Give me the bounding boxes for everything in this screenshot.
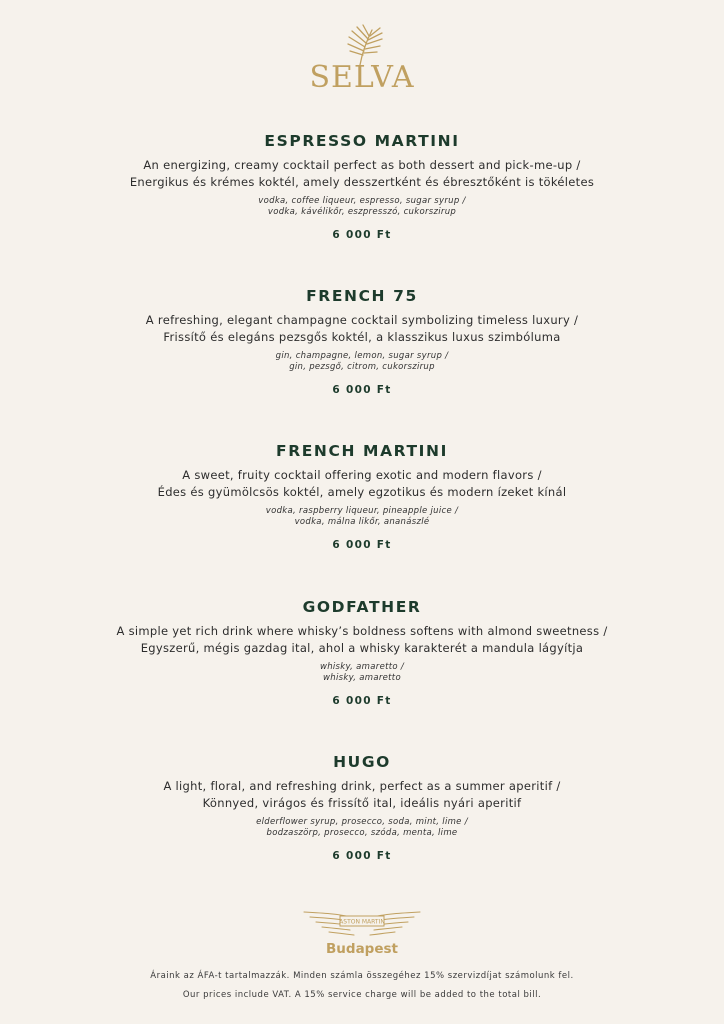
item-ingredients	[0, 817, 724, 839]
menu-item	[0, 441, 724, 552]
description-hu: Könnyed, virágos és frissítő ital, ideális nyári aperitif	[202, 796, 522, 810]
item-price: 6 000 Ft	[332, 229, 392, 241]
ingredients-hu: bodzaszörp, prosecco, szóda, menta, lime	[266, 828, 458, 838]
description-hu: Egyszerű, mégis gazdag ital, ahol a whisky karakterét a mandula lágyítja	[140, 641, 584, 655]
ingredients-hu: vodka, kávélikőr, eszpresszó, cukorszirup	[267, 207, 457, 217]
item-title: ESPRESSO MARTINI	[264, 132, 460, 150]
description-en: A sweet, fruity cocktail offering exotic and modern flavors /	[182, 468, 542, 482]
menu-item	[0, 286, 724, 397]
item-description	[0, 312, 724, 346]
selva-logo	[0, 24, 724, 94]
item-ingredients	[0, 662, 724, 684]
aston-martin-logo	[0, 908, 724, 957]
partner-city: Budapest	[326, 941, 398, 957]
ingredients-en: elderflower syrup, prosecco, soda, mint, lime /	[256, 817, 468, 827]
footer-note-hu: Áraink az ÁFA-t tartalmazzák. Minden számla összegéhez 15% szervizdíjat számolunk fel.	[150, 971, 574, 981]
brand-name: SELVA	[309, 60, 415, 95]
item-ingredients	[0, 351, 724, 373]
item-price: 6 000 Ft	[332, 695, 392, 707]
menu-item	[0, 597, 724, 708]
item-title: FRENCH MARTINI	[276, 442, 448, 460]
description-hu: Édes és gyümölcsös koktél, amely egzotikus és modern ízeket kínál	[157, 485, 567, 499]
item-description	[0, 623, 724, 657]
ingredients-en: gin, champagne, lemon, sugar syrup /	[275, 351, 449, 361]
description-en: A simple yet rich drink where whisky’s boldness softens with almond sweetness /	[116, 624, 608, 638]
ingredients-en: whisky, amaretto /	[319, 662, 405, 672]
aston-martin-wings-icon	[302, 908, 422, 938]
ingredients-en: vodka, coffee liqueur, espresso, sugar syrup /	[258, 196, 466, 206]
item-title: FRENCH 75	[306, 287, 418, 305]
description-en: An energizing, creamy cocktail perfect as both dessert and pick-me-up /	[143, 158, 581, 172]
item-ingredients	[0, 506, 724, 528]
item-price: 6 000 Ft	[332, 850, 392, 862]
item-title: HUGO	[333, 753, 391, 771]
item-price: 6 000 Ft	[332, 384, 392, 396]
ingredients-en: vodka, raspberry liqueur, pineapple juice /	[265, 506, 459, 516]
description-hu: Energikus és krémes koktél, amely desszertként és ébresztőként is tökéletes	[129, 175, 595, 189]
item-description	[0, 467, 724, 501]
ingredients-hu: vodka, málna likőr, ananászlé	[294, 517, 430, 527]
ingredients-hu: whisky, amaretto	[323, 673, 401, 683]
ingredients-hu: gin, pezsgő, citrom, cukorszirup	[289, 362, 435, 372]
item-description	[0, 778, 724, 812]
footer-note-en: Our prices include VAT. A 15% service charge will be added to the total bill.	[182, 990, 542, 1000]
item-title: GODFATHER	[302, 598, 422, 616]
description-en: A refreshing, elegant champagne cocktail symbolizing timeless luxury /	[145, 313, 579, 327]
partner-badge-text: ASTON MARTIN	[339, 918, 385, 926]
item-ingredients	[0, 196, 724, 218]
item-price: 6 000 Ft	[332, 539, 392, 551]
menu-item	[0, 752, 724, 863]
menu-item	[0, 131, 724, 242]
description-en: A light, floral, and refreshing drink, perfect as a summer aperitif /	[163, 779, 561, 793]
description-hu: Frissítő és elegáns pezsgős koktél, a klasszikus luxus szimbóluma	[163, 330, 561, 344]
item-description	[0, 157, 724, 191]
